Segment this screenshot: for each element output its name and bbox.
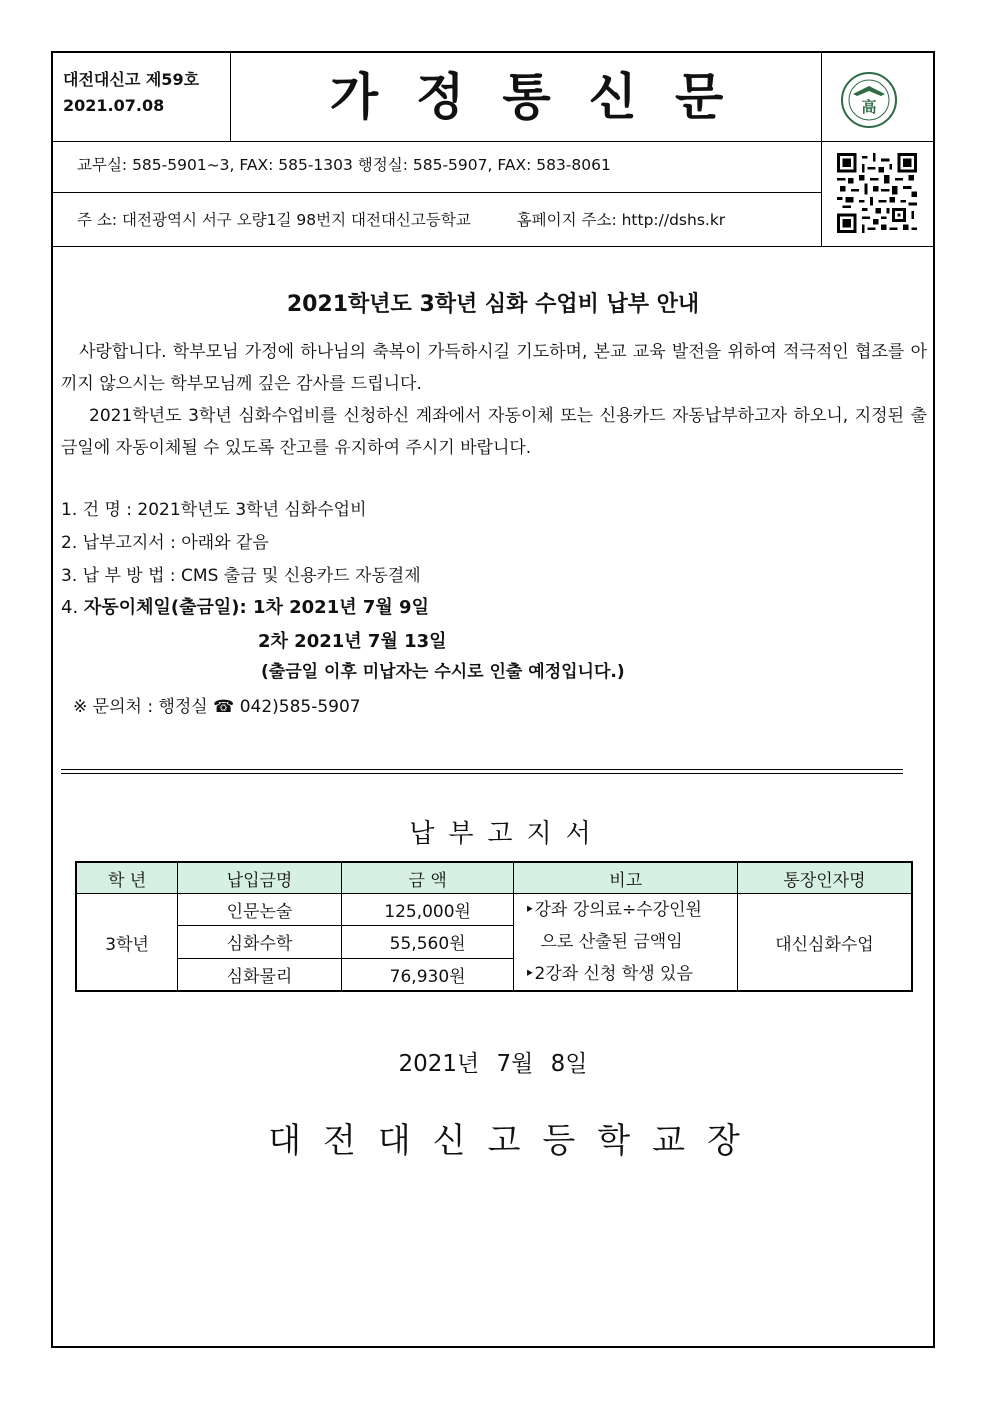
inquiry-line: ※ 문의처 : 행정실 ☎ 042)585-5907 — [73, 697, 361, 717]
address-text: 대전광역시 서구 오량1길 98번지 대전대신고등학교 — [122, 211, 471, 229]
note-line: ‣강좌 강의료÷수강인원 — [524, 900, 702, 920]
item-debit-note: (출금일 이후 미납자는 수시로 인출 예정입니다.) — [261, 662, 625, 682]
item-debit-date — [61, 593, 429, 619]
item-name-cell: 심화물리 — [178, 958, 342, 991]
col-header-grade: 학 년 — [76, 862, 178, 894]
col-header-account: 통장인자명 — [737, 862, 912, 894]
bill-table — [75, 861, 913, 992]
address-label: 주 소: — [77, 211, 118, 229]
issue-info — [63, 67, 199, 119]
homepage-link[interactable]: 홈페이지 주소: http://dshs.kr — [516, 211, 726, 229]
bill-title: 납부고지서 — [409, 819, 605, 849]
note-line: ‣2강좌 신청 학생 있음 — [524, 964, 693, 984]
table-row — [76, 894, 912, 926]
item-debit-first: 자동이체일(출금일): 1차 2021년 7월 9일 — [83, 597, 429, 618]
principal-signature: 대전대신고등학교장 — [268, 1121, 762, 1161]
item-name-cell: 심화수학 — [178, 926, 342, 958]
item-subject: 1. 건 명 : 2021학년도 3학년 심화수업비 — [61, 500, 367, 520]
amount-cell: 125,000원 — [341, 894, 514, 926]
account-name-cell: 대신심화수업 — [737, 894, 912, 992]
note-cell — [514, 894, 737, 992]
item-bill: 2. 납부고지서 : 아래와 같음 — [61, 533, 269, 553]
grade-cell: 3학년 — [76, 894, 178, 992]
note-line: 으로 산출된 금액임 — [540, 932, 683, 952]
amount-cell: 55,560원 — [341, 926, 514, 958]
page-title: 가정통신문 — [329, 68, 762, 126]
col-header-note: 비고 — [514, 862, 737, 894]
issue-number: 대전대신고 제59호 — [63, 70, 200, 89]
item-method: 3. 납 부 방 법 : CMS 출금 및 신용카드 자동결제 — [61, 566, 421, 586]
header — [53, 53, 933, 247]
notice-paragraph-2: 2021학년도 3학년 심화수업비를 신청하신 계좌에서 자동이체 또는 신용카드 자동납부하고자 하오니, 지정된 출금일에 자동이체될 수 있도록 잔고를 유지하여 주시기 바랍니다. — [61, 406, 927, 458]
notice-title: 2021학년도 3학년 심화 수업비 납부 안내 — [286, 292, 700, 317]
newsletter-frame — [51, 51, 935, 1348]
address-line — [77, 208, 725, 230]
notice-paragraph-1: 사랑합니다. 학부모님 가정에 하나님의 축복이 가득하시길 기도하며, 본교 교육 발전을 위하여 적극적인 협조를 아끼지 않으시는 학부모님께 깊은 감사를 드립니다. — [61, 342, 927, 394]
item-name-cell: 인문논술 — [178, 894, 342, 926]
issue-date: 2021.07.08 — [63, 96, 165, 115]
issue-date-footer: 2021년 7월 8일 — [398, 1051, 588, 1077]
item-debit-number: 4. — [61, 597, 79, 618]
amount-cell: 76,930원 — [341, 958, 514, 991]
table-header-row — [76, 862, 912, 894]
section-divider — [61, 769, 903, 774]
emblem-text: 高 — [861, 98, 877, 116]
col-header-amount: 금 액 — [341, 862, 514, 894]
contact-info: 교무실: 585-5901~3, FAX: 585-1303 행정실: 585-5907, FAX: 583-8061 — [77, 156, 611, 174]
item-debit-second: 2차 2021년 7월 13일 — [258, 631, 447, 652]
col-header-item: 납입금명 — [178, 862, 342, 894]
school-emblem-icon — [841, 72, 897, 128]
qr-code-icon[interactable] — [837, 153, 917, 233]
